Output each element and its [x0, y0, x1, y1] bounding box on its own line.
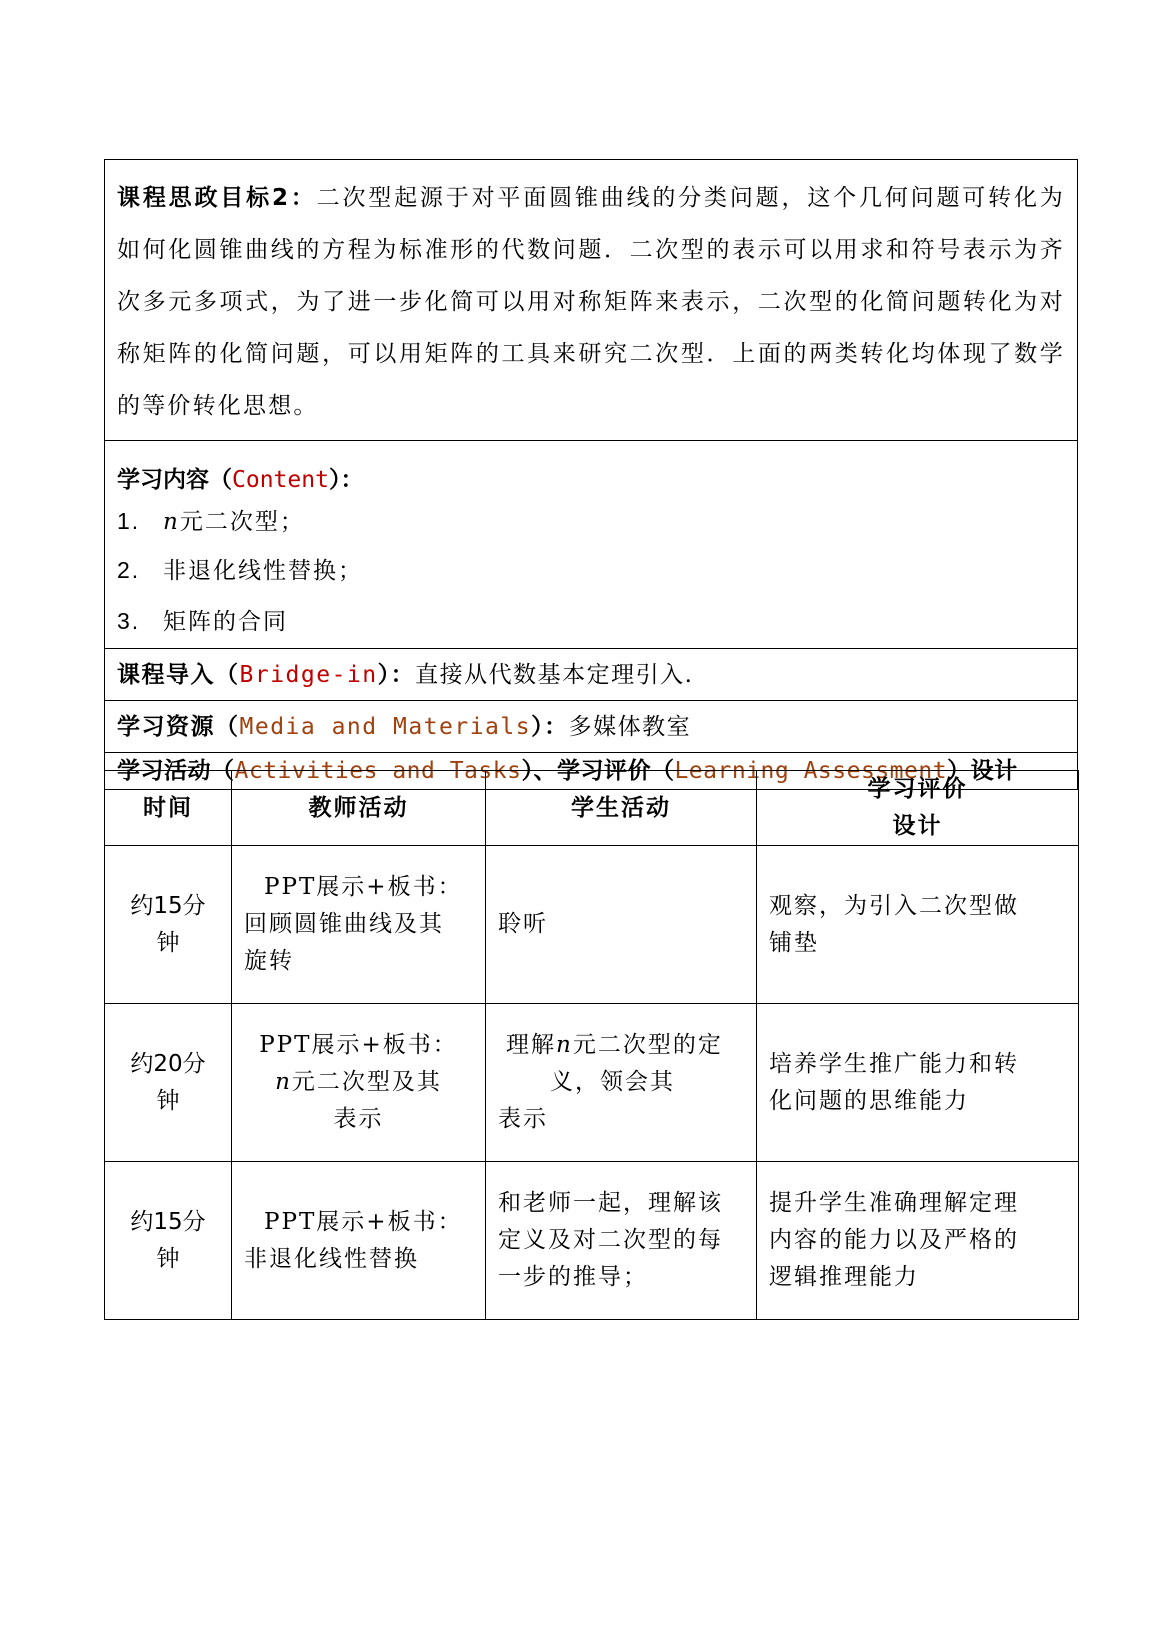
media-section: 学习资源（Media and Materials）：多媒体教室 — [105, 701, 1077, 753]
cell-teacher: PPT展示+板书： 回顾圆锥曲线及其 旋转 — [232, 846, 486, 1004]
header-teacher: 教师活动 — [232, 771, 486, 846]
bridge-text: 直接从代数基本定理引入. — [415, 662, 694, 688]
content-section — [105, 441, 1077, 649]
cell-assessment: 观察，为引入二次型做 铺垫 — [757, 846, 1079, 1004]
cell-student: 聆听 — [486, 846, 757, 1004]
table-row — [105, 846, 1079, 1004]
header-assessment: 学习评价 设计 — [757, 771, 1079, 846]
goal-label: 课程思政目标2： — [117, 185, 317, 211]
bridge-en-label: Bridge-in — [239, 662, 378, 688]
header-time: 时间 — [105, 771, 232, 846]
cell-teacher: PPT展示+板书： n元二次型及其 表示 — [232, 1004, 486, 1162]
bridge-in-section: 课程导入（Bridge-in）：直接从代数基本定理引入. — [105, 649, 1077, 701]
cell-time: 约15分 钟 — [105, 1162, 232, 1320]
cell-time: 约15分 钟 — [105, 846, 232, 1004]
course-goal-section — [105, 160, 1077, 441]
table-header-row — [105, 771, 1079, 846]
info-box — [104, 159, 1078, 790]
media-en-label: Media and Materials — [239, 714, 532, 740]
cell-student: 和老师一起，理解该 定义及对二次型的每 一步的推导； — [486, 1162, 757, 1320]
table-row — [105, 1004, 1079, 1162]
header-student: 学生活动 — [486, 771, 757, 846]
table-row — [105, 1162, 1079, 1320]
media-text: 多媒体教室 — [568, 714, 692, 740]
list-item: 1. n元二次型； — [117, 508, 305, 535]
cell-assessment: 培养学生推广能力和转 化问题的思维能力 — [757, 1004, 1079, 1162]
cell-teacher: PPT展示+板书： 非退化线性替换 — [232, 1162, 486, 1320]
list-item: 3. 矩阵的合同 — [117, 608, 288, 635]
cell-student: 理解n元二次型的定 义，领会其 表示 — [486, 1004, 757, 1162]
content-heading: 学习内容（Content）： — [117, 467, 364, 493]
activities-heading: 学习活动（Activities and Tasks）、学习评价（Learning Assessment）设计 — [117, 758, 1018, 784]
content-en-label: Content — [232, 467, 329, 493]
activity-table — [104, 770, 1079, 1320]
goal-text: 二次型起源于对平面圆锥曲线的分类问题，这个几何问题可转化为如何化圆锥曲线的方程为标准形的代数问题．二次型的表示可以用求和符号表示为齐次多元多项式，为了进一步化简可以用对称矩阵来表示，二次型的化简问题转化为对称矩阵的化简问题，可以用矩阵的工具来研究二次型．上面的两类转化均体现了数学的等价转化思想。 — [117, 185, 1065, 419]
list-item: 2. 非退化线性替换； — [117, 557, 363, 584]
cell-time: 约20分 钟 — [105, 1004, 232, 1162]
cell-assessment: 提升学生准确理解定理 内容的能力以及严格的 逻辑推理能力 — [757, 1162, 1079, 1320]
